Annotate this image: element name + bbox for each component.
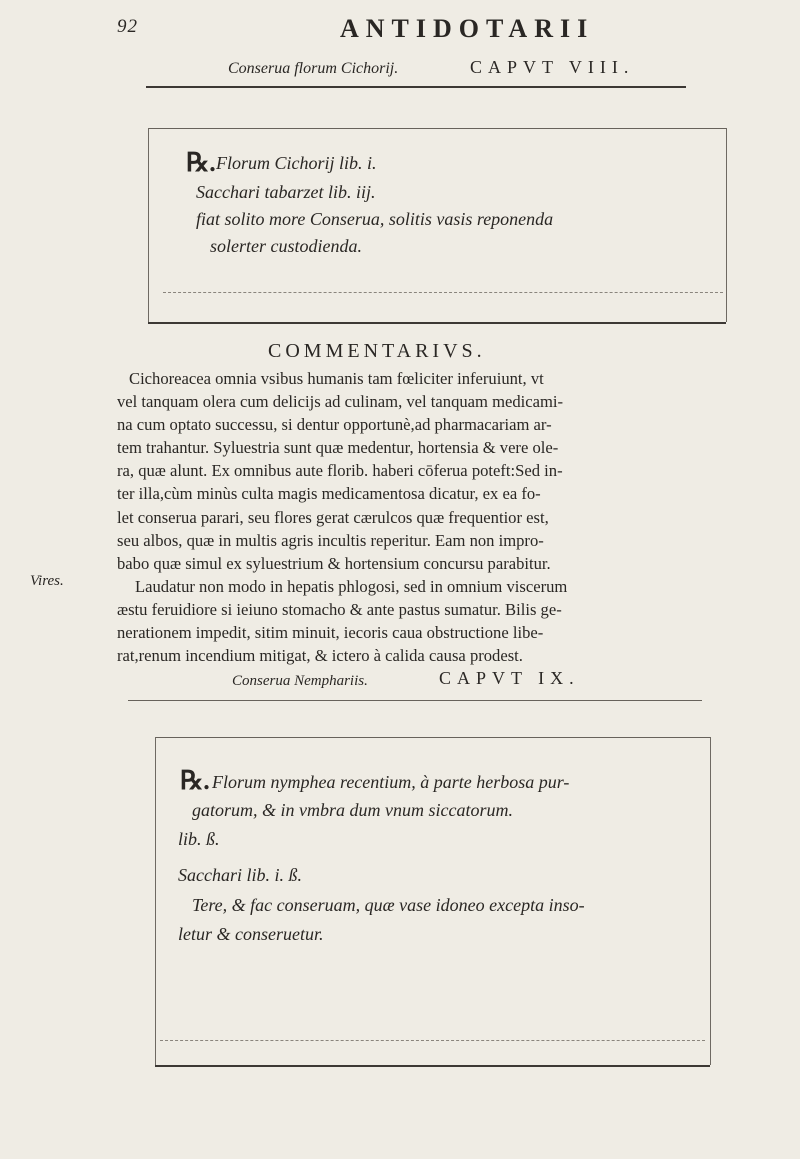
commentary-line: vel tanquam olera cum delicijs ad culinam, vel tanquam medicami- <box>117 392 564 412</box>
recipe-2-line: Sacchari lib. i. ß. <box>178 865 302 885</box>
chapter-9-rule <box>128 700 702 701</box>
recipe-rx-icon: ℞. <box>186 148 216 177</box>
box-2-right-border <box>710 737 711 1065</box>
box-1-bottom-border <box>148 322 726 324</box>
recipe-1-line: Sacchari tabarzet lib. iij. <box>196 182 376 202</box>
chapter-8-title: Conserua florum Cichorij. <box>228 60 399 77</box>
box-1-left-border <box>148 128 149 322</box>
commentary-line: Cichoreacea omnia vsibus humanis tam fœliciter inferuiunt, vt <box>129 369 544 388</box>
box-1-top-border <box>148 128 726 129</box>
recipe-2-line: Florum nymphea recentium, à parte herbosa pur- <box>212 772 570 792</box>
running-title: ANTIDOTARII <box>340 14 595 43</box>
recipe-1-line: solerter custodienda. <box>210 236 362 256</box>
commentary-line: ra, quæ alunt. Ex omnibus aute florib. haberi cōferua poteft:Sed in- <box>117 461 563 481</box>
chapter-9-title: Conserua Nemphariis. <box>232 673 368 689</box>
box-2-bottom-border <box>155 1065 710 1067</box>
commentary-heading: COMMENTARIVS. <box>268 340 486 362</box>
header-rule <box>146 86 686 88</box>
recipe-rx-icon: ℞. <box>180 766 210 795</box>
commentary-line: na cum optato successu, si dentur opportunè,ad pharmacariam ar- <box>117 415 552 435</box>
chapter-9-number: CAPVT IX. <box>439 668 580 688</box>
recipe-2-line: gatorum, & in vmbra dum vnum siccatorum. <box>192 800 513 820</box>
commentary-line: seu albos, quæ in multis agris incultis reperitur. Eam non impro- <box>117 530 544 550</box>
margin-note: Vires. <box>30 573 64 589</box>
box-1-inner-rule <box>163 292 723 293</box>
commentary-text <box>117 367 683 667</box>
commentary-line: tem trahantur. Syluestria sunt quæ medentur, hortensia & vere ole- <box>117 438 559 458</box>
box-2-left-border <box>155 737 156 1065</box>
commentary-line: rat,renum incendium mitigat, & ictero à calida causa prodest. <box>117 646 523 666</box>
box-1-right-border <box>726 128 727 322</box>
commentary-line: æstu feruidiore si ieiuno stomacho & ante pastus sumatur. Bilis ge- <box>117 599 562 619</box>
recipe-2-line: Tere, & fac conseruam, quæ vase idoneo excepta inso- <box>192 895 585 915</box>
box-2-inner-rule <box>160 1040 705 1041</box>
box-2-top-border <box>155 737 710 738</box>
commentary-line: let conserua parari, seu flores gerat cærulcos quæ frequentior est, <box>117 507 549 527</box>
page-number: 92 <box>117 16 138 37</box>
commentary-line: Laudatur non modo in hepatis phlogosi, sed in omnium viscerum <box>135 576 568 596</box>
recipe-1-line: Florum Cichorij lib. i. <box>216 153 377 173</box>
commentary-line: ter illa,cùm minùs culta magis medicamentosa dicatur, ex ea fo- <box>117 484 541 504</box>
recipe-1-line: fiat solito more Conserua, solitis vasis reponenda <box>196 209 554 229</box>
commentary-line: babo quæ simul ex syluestrium & hortensium concursu parabitur. <box>117 553 551 573</box>
chapter-8-number: CAPVT VIII. <box>470 57 635 77</box>
recipe-2-line: lib. ß. <box>178 829 220 849</box>
commentary-line: nerationem impedit, sitim minuit, iecoris caua obstructione libe- <box>117 623 544 643</box>
recipe-2-line: letur & conseruetur. <box>178 924 324 944</box>
